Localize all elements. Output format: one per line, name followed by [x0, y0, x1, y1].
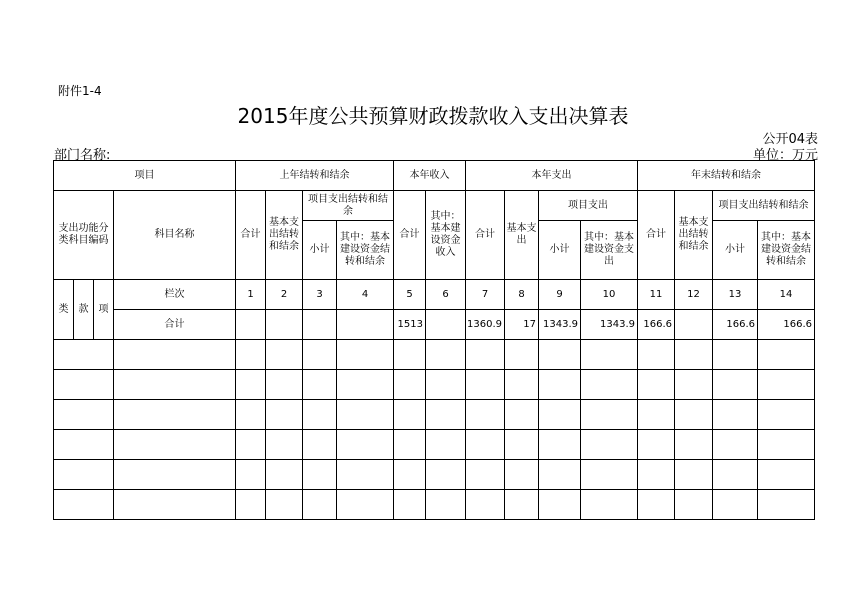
- empty-cell: [337, 460, 394, 490]
- empty-cell: [236, 430, 266, 460]
- empty-row: [54, 400, 815, 430]
- header-function-code: 支出功能分类科目编码: [54, 191, 114, 280]
- empty-cell: [303, 430, 337, 460]
- total-cell: [303, 310, 337, 340]
- empty-cell: [505, 400, 539, 430]
- department-label: 部门名称:: [54, 148, 111, 163]
- empty-cell: [54, 340, 114, 370]
- total-cell: [675, 310, 713, 340]
- empty-cell: [713, 340, 758, 370]
- total-cell: 1513: [394, 310, 426, 340]
- empty-cell: [466, 340, 505, 370]
- empty-cell: [638, 430, 675, 460]
- empty-row: [54, 340, 815, 370]
- code-section-label: 款: [74, 280, 94, 340]
- empty-cell: [466, 460, 505, 490]
- empty-cell: [758, 430, 815, 460]
- empty-cell: [394, 340, 426, 370]
- header-carryover-end: 年末结转和结余: [638, 161, 815, 191]
- empty-row: [54, 430, 815, 460]
- empty-cell: [505, 460, 539, 490]
- empty-cell: [675, 370, 713, 400]
- empty-cell: [713, 400, 758, 430]
- attachment-label: 附件1-4: [58, 84, 102, 98]
- header-prev-project-construction: 其中：基本建设资金结转和结余: [337, 221, 394, 280]
- empty-cell: [638, 460, 675, 490]
- total-row-label: 合计: [114, 310, 236, 340]
- empty-cell: [266, 370, 303, 400]
- empty-cell: [394, 460, 426, 490]
- empty-cell: [675, 460, 713, 490]
- empty-cell: [539, 340, 581, 370]
- column-number: 5: [394, 280, 426, 310]
- header-item: 项目: [54, 161, 236, 191]
- budget-table: [53, 160, 815, 520]
- empty-cell: [337, 430, 394, 460]
- empty-cell: [758, 400, 815, 430]
- total-cell: 1343.9: [539, 310, 581, 340]
- column-number: 7: [466, 280, 505, 310]
- empty-cell: [337, 370, 394, 400]
- empty-cell: [426, 340, 466, 370]
- column-number: 4: [337, 280, 394, 310]
- code-item-label: 项: [94, 280, 114, 340]
- empty-cell: [337, 340, 394, 370]
- header-income-total: 合计: [394, 191, 426, 280]
- empty-cell: [638, 370, 675, 400]
- empty-cell: [675, 400, 713, 430]
- empty-cell: [466, 430, 505, 460]
- empty-cell: [539, 460, 581, 490]
- empty-cell: [114, 400, 236, 430]
- header-end-basic: 基本支出结转和结余: [675, 191, 713, 280]
- header-expenditure: 本年支出: [466, 161, 638, 191]
- empty-cell: [337, 400, 394, 430]
- column-number: 2: [266, 280, 303, 310]
- empty-cell: [581, 460, 638, 490]
- empty-cell: [114, 430, 236, 460]
- header-income-construction: 其中：基本建设资金收入: [426, 191, 466, 280]
- empty-cell: [54, 370, 114, 400]
- empty-cell: [758, 370, 815, 400]
- total-row: [54, 310, 815, 340]
- empty-cell: [675, 430, 713, 460]
- page-title: 2015年度公共预算财政拨款收入支出决算表: [237, 104, 629, 128]
- empty-cell: [426, 460, 466, 490]
- empty-cell: [54, 460, 114, 490]
- column-number: 6: [426, 280, 466, 310]
- empty-cell: [581, 490, 638, 520]
- column-number: 8: [505, 280, 539, 310]
- empty-cell: [539, 370, 581, 400]
- header-prev-project-subtotal: 小计: [303, 221, 337, 280]
- empty-cell: [54, 430, 114, 460]
- code-class-label: 类: [54, 280, 74, 340]
- empty-row: [54, 460, 815, 490]
- total-cell: 166.6: [713, 310, 758, 340]
- total-cell: [337, 310, 394, 340]
- column-number: 1: [236, 280, 266, 310]
- empty-cell: [758, 340, 815, 370]
- empty-cell: [505, 490, 539, 520]
- total-cell: 166.6: [758, 310, 815, 340]
- empty-cell: [303, 490, 337, 520]
- empty-cell: [426, 490, 466, 520]
- column-number: 12: [675, 280, 713, 310]
- empty-cell: [266, 430, 303, 460]
- empty-cell: [236, 370, 266, 400]
- header-income: 本年收入: [394, 161, 466, 191]
- column-index-row: [54, 280, 815, 310]
- empty-cell: [114, 490, 236, 520]
- empty-cell: [236, 460, 266, 490]
- empty-cell: [54, 400, 114, 430]
- empty-cell: [758, 490, 815, 520]
- empty-cell: [505, 370, 539, 400]
- empty-cell: [114, 370, 236, 400]
- empty-cell: [675, 340, 713, 370]
- empty-cell: [581, 370, 638, 400]
- header-end-project-construction: 其中：基本建设资金结转和结余: [758, 221, 815, 280]
- empty-cell: [713, 490, 758, 520]
- empty-cell: [581, 430, 638, 460]
- header-end-total: 合计: [638, 191, 675, 280]
- column-number: 13: [713, 280, 758, 310]
- header-exp-project-construction: 其中：基本建设资金支出: [581, 221, 638, 280]
- empty-cell: [303, 460, 337, 490]
- total-cell: 17: [505, 310, 539, 340]
- total-cell: [266, 310, 303, 340]
- empty-cell: [394, 430, 426, 460]
- header-exp-total: 合计: [466, 191, 505, 280]
- empty-cell: [236, 490, 266, 520]
- empty-cell: [266, 340, 303, 370]
- total-cell: [426, 310, 466, 340]
- column-number: 9: [539, 280, 581, 310]
- empty-cell: [713, 370, 758, 400]
- header-end-project-subtotal: 小计: [713, 221, 758, 280]
- empty-cell: [758, 460, 815, 490]
- header-carryover-prev: 上年结转和结余: [236, 161, 394, 191]
- empty-cell: [539, 430, 581, 460]
- empty-cell: [266, 460, 303, 490]
- header-row-1: [54, 161, 815, 191]
- header-exp-project-group: 项目支出: [539, 191, 638, 221]
- empty-cell: [426, 430, 466, 460]
- header-prev-basic: 基本支出结转和结余: [266, 191, 303, 280]
- empty-cell: [713, 460, 758, 490]
- total-cell: 1343.9: [581, 310, 638, 340]
- column-index-label: 栏次: [114, 280, 236, 310]
- empty-cell: [394, 400, 426, 430]
- column-number: 10: [581, 280, 638, 310]
- header-exp-basic: 基本支出: [505, 191, 539, 280]
- form-number: 公开04表: [762, 132, 818, 147]
- empty-cell: [337, 490, 394, 520]
- empty-cell: [303, 400, 337, 430]
- empty-cell: [236, 340, 266, 370]
- empty-cell: [426, 400, 466, 430]
- empty-cell: [303, 340, 337, 370]
- empty-cell: [303, 370, 337, 400]
- empty-cell: [394, 490, 426, 520]
- empty-cell: [505, 430, 539, 460]
- empty-cell: [581, 340, 638, 370]
- empty-cell: [675, 490, 713, 520]
- header-prev-project-group: 项目支出结转和结余: [303, 191, 394, 221]
- empty-row: [54, 490, 815, 520]
- column-number: 3: [303, 280, 337, 310]
- unit-label: 单位：万元: [752, 148, 818, 163]
- empty-cell: [466, 400, 505, 430]
- empty-cell: [236, 400, 266, 430]
- header-prev-total: 合计: [236, 191, 266, 280]
- empty-cell: [266, 490, 303, 520]
- empty-cell: [638, 490, 675, 520]
- empty-cell: [114, 460, 236, 490]
- column-number: 11: [638, 280, 675, 310]
- total-cell: 1360.9: [466, 310, 505, 340]
- empty-cell: [394, 370, 426, 400]
- empty-cell: [638, 400, 675, 430]
- header-end-project-group: 项目支出结转和结余: [713, 191, 815, 221]
- header-subject-name: 科目名称: [114, 191, 236, 280]
- empty-cell: [539, 490, 581, 520]
- empty-cell: [581, 400, 638, 430]
- empty-cell: [539, 400, 581, 430]
- empty-cell: [114, 340, 236, 370]
- column-number: 14: [758, 280, 815, 310]
- empty-cell: [266, 400, 303, 430]
- empty-cell: [466, 490, 505, 520]
- empty-cell: [713, 430, 758, 460]
- total-cell: [236, 310, 266, 340]
- header-row-2: [54, 191, 815, 221]
- empty-cell: [54, 490, 114, 520]
- empty-cell: [466, 370, 505, 400]
- empty-cell: [426, 370, 466, 400]
- header-exp-project-subtotal: 小计: [539, 221, 581, 280]
- empty-cell: [638, 340, 675, 370]
- total-cell: 166.6: [638, 310, 675, 340]
- empty-cell: [505, 340, 539, 370]
- empty-row: [54, 370, 815, 400]
